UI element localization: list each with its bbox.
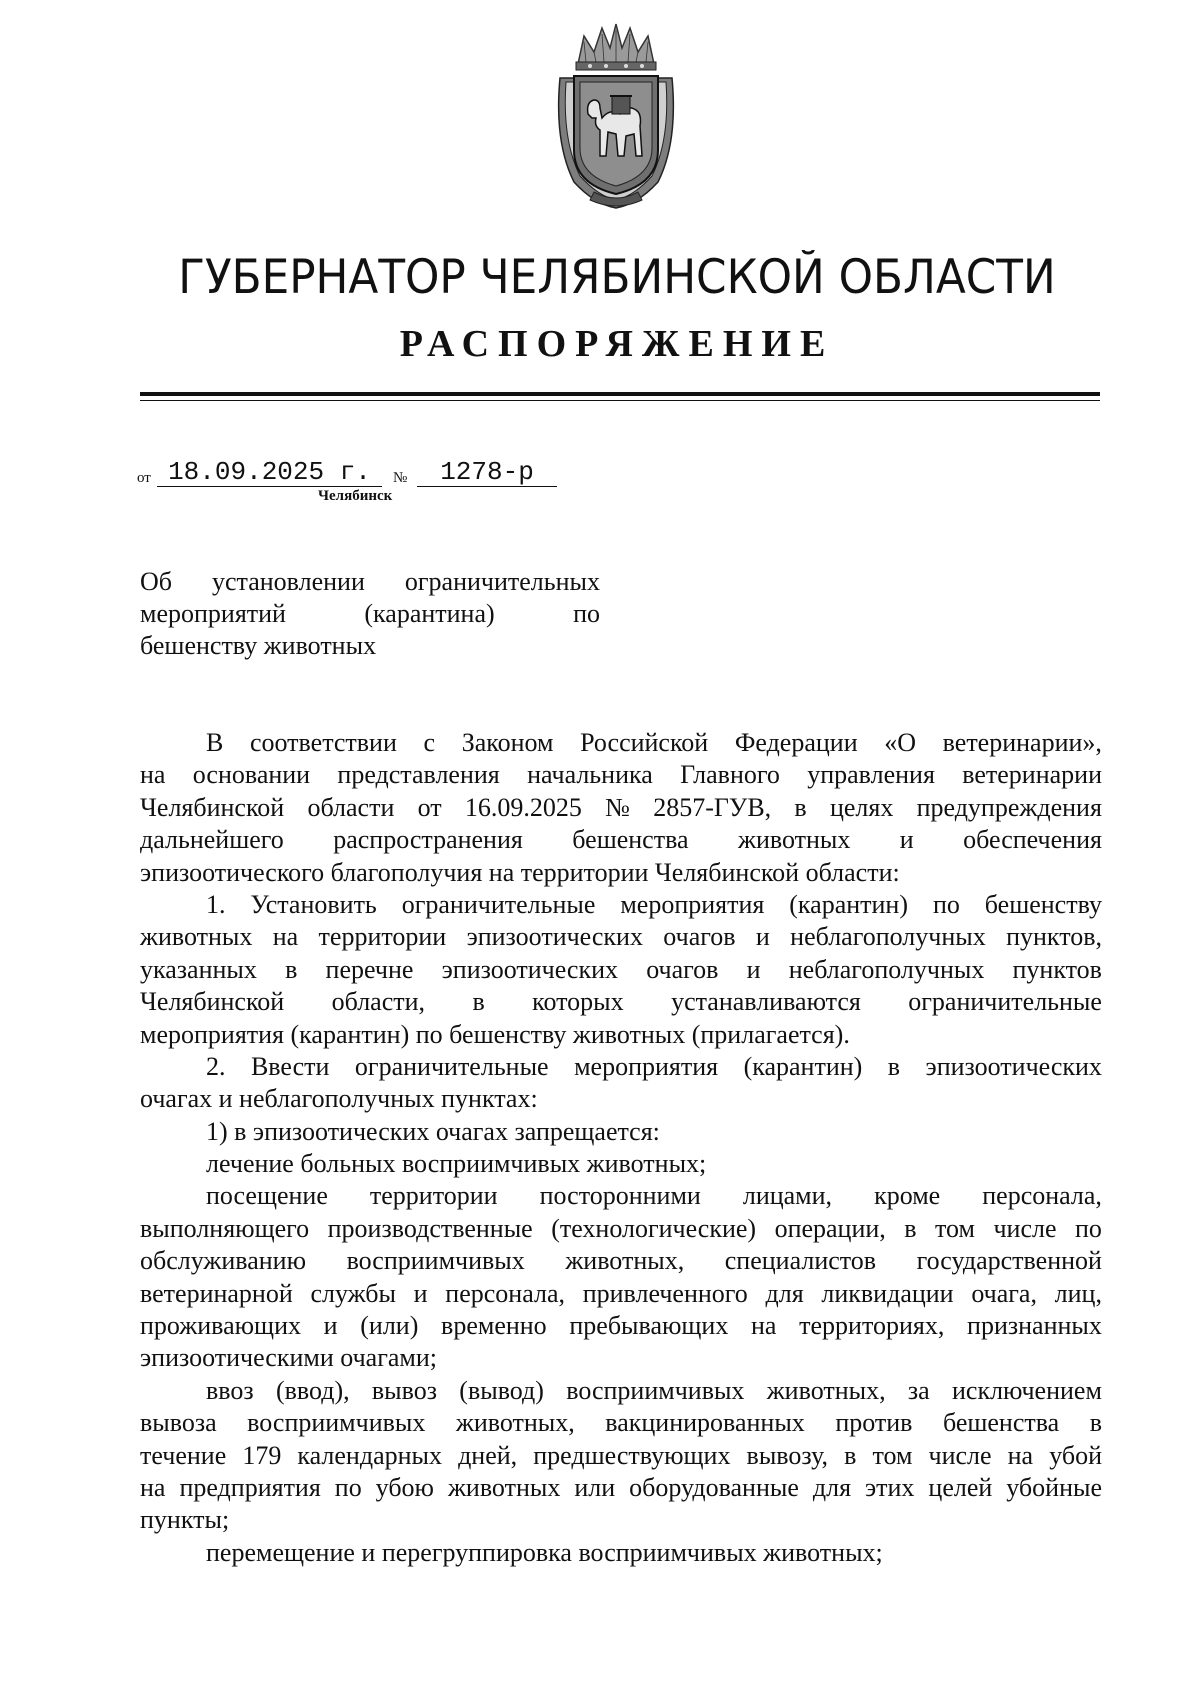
header-rule-thin xyxy=(140,400,1100,401)
body-line: Челябинской области от 16.09.2025 № 2857-ГУВ, в целях предупреждения xyxy=(140,792,1102,822)
body-line: обслуживанию восприимчивых животных, специалистов государственной xyxy=(140,1246,1102,1276)
body-line: на основании представления начальника Главного управления ветеринарии xyxy=(140,760,1102,790)
header-rule-thick xyxy=(140,392,1100,396)
subject-word: мероприятий xyxy=(140,599,286,628)
body-line: мероприятия (карантин) по бешенству животных (прилагается). xyxy=(140,1019,850,1049)
subject-word: (карантина) xyxy=(364,599,495,628)
date-label: от xyxy=(137,470,151,486)
body-line: животных на территории эпизоотических очагов и неблагополучных пунктов, xyxy=(140,922,1102,952)
subject-line xyxy=(140,630,600,662)
body-line: вывоза восприимчивых животных, вакцинированных против бешенства в xyxy=(140,1408,1102,1438)
issuing-authority-title: ГУБЕРНАТОР ЧЕЛЯБИНСКОЙ ОБЛАСТИ xyxy=(178,250,1056,305)
subject-line xyxy=(140,566,600,598)
document-type-heading: РАСПОРЯЖЕНИЕ xyxy=(399,323,835,365)
document-subject xyxy=(140,566,600,662)
coat-of-arms-emblem-icon xyxy=(550,22,682,210)
body-line: ввоз (ввод), вывоз (вывод) восприимчивых животных, за исключением xyxy=(206,1375,1102,1405)
body-line: дальнейшего распространения бешенства животных и обеспечения xyxy=(140,825,1102,855)
body-line: течение 179 календарных дней, предшествующих вывозу, в том числе на убой xyxy=(140,1440,1102,1470)
body-line: 2. Ввести ограничительные мероприятия (карантин) в эпизоотических xyxy=(206,1051,1102,1081)
body-line: очагах и неблагополучных пунктах: xyxy=(140,1084,538,1114)
document-body xyxy=(140,727,1102,1569)
body-line: проживающих и (или) временно пребывающих на территориях, признанных xyxy=(140,1311,1102,1341)
date-value: 18.09.2025 г. xyxy=(157,458,382,487)
body-line: эпизоотическими очагами; xyxy=(140,1343,437,1373)
number-value: 1278-р xyxy=(417,458,557,487)
body-line: пункты; xyxy=(140,1505,230,1535)
body-line: выполняющего производственные (технологические) операции, в том числе по xyxy=(140,1213,1102,1243)
body-line: эпизоотического благополучия на территории Челябинской области: xyxy=(140,857,900,887)
body-line: 1. Установить ограничительные мероприятия (карантин) по бешенству xyxy=(206,889,1102,919)
body-line: перемещение и перегруппировка восприимчивых животных; xyxy=(206,1537,883,1567)
subject-word: установлении xyxy=(212,567,365,596)
subject-word: по xyxy=(573,599,600,628)
body-line: ветеринарной службы и персонала, привлеченного для ликвидации очага, лиц, xyxy=(140,1278,1102,1308)
body-line: посещение территории посторонними лицами, кроме персонала, xyxy=(206,1181,1102,1211)
subject-word: бешенству животных xyxy=(140,631,377,660)
subject-word: ограничительных xyxy=(404,567,600,596)
city-label: Челябинск xyxy=(318,488,393,504)
body-line: В соответствии с Законом Российской Федерации «О ветеринарии», xyxy=(206,728,1102,757)
body-line: лечение больных восприимчивых животных; xyxy=(206,1149,707,1179)
number-label: № xyxy=(393,470,408,486)
body-line: указанных в перечне эпизоотических очагов и неблагополучных пунктов xyxy=(140,954,1102,984)
body-line: 1) в эпизоотических очагах запрещается: xyxy=(206,1116,660,1146)
subject-line xyxy=(140,598,600,630)
body-line: Челябинской области, в которых устанавливаются ограничительные xyxy=(140,987,1102,1017)
subject-word: Об xyxy=(140,567,173,596)
body-line: на предприятия по убою животных или оборудованные для этих целей убойные xyxy=(140,1472,1102,1502)
